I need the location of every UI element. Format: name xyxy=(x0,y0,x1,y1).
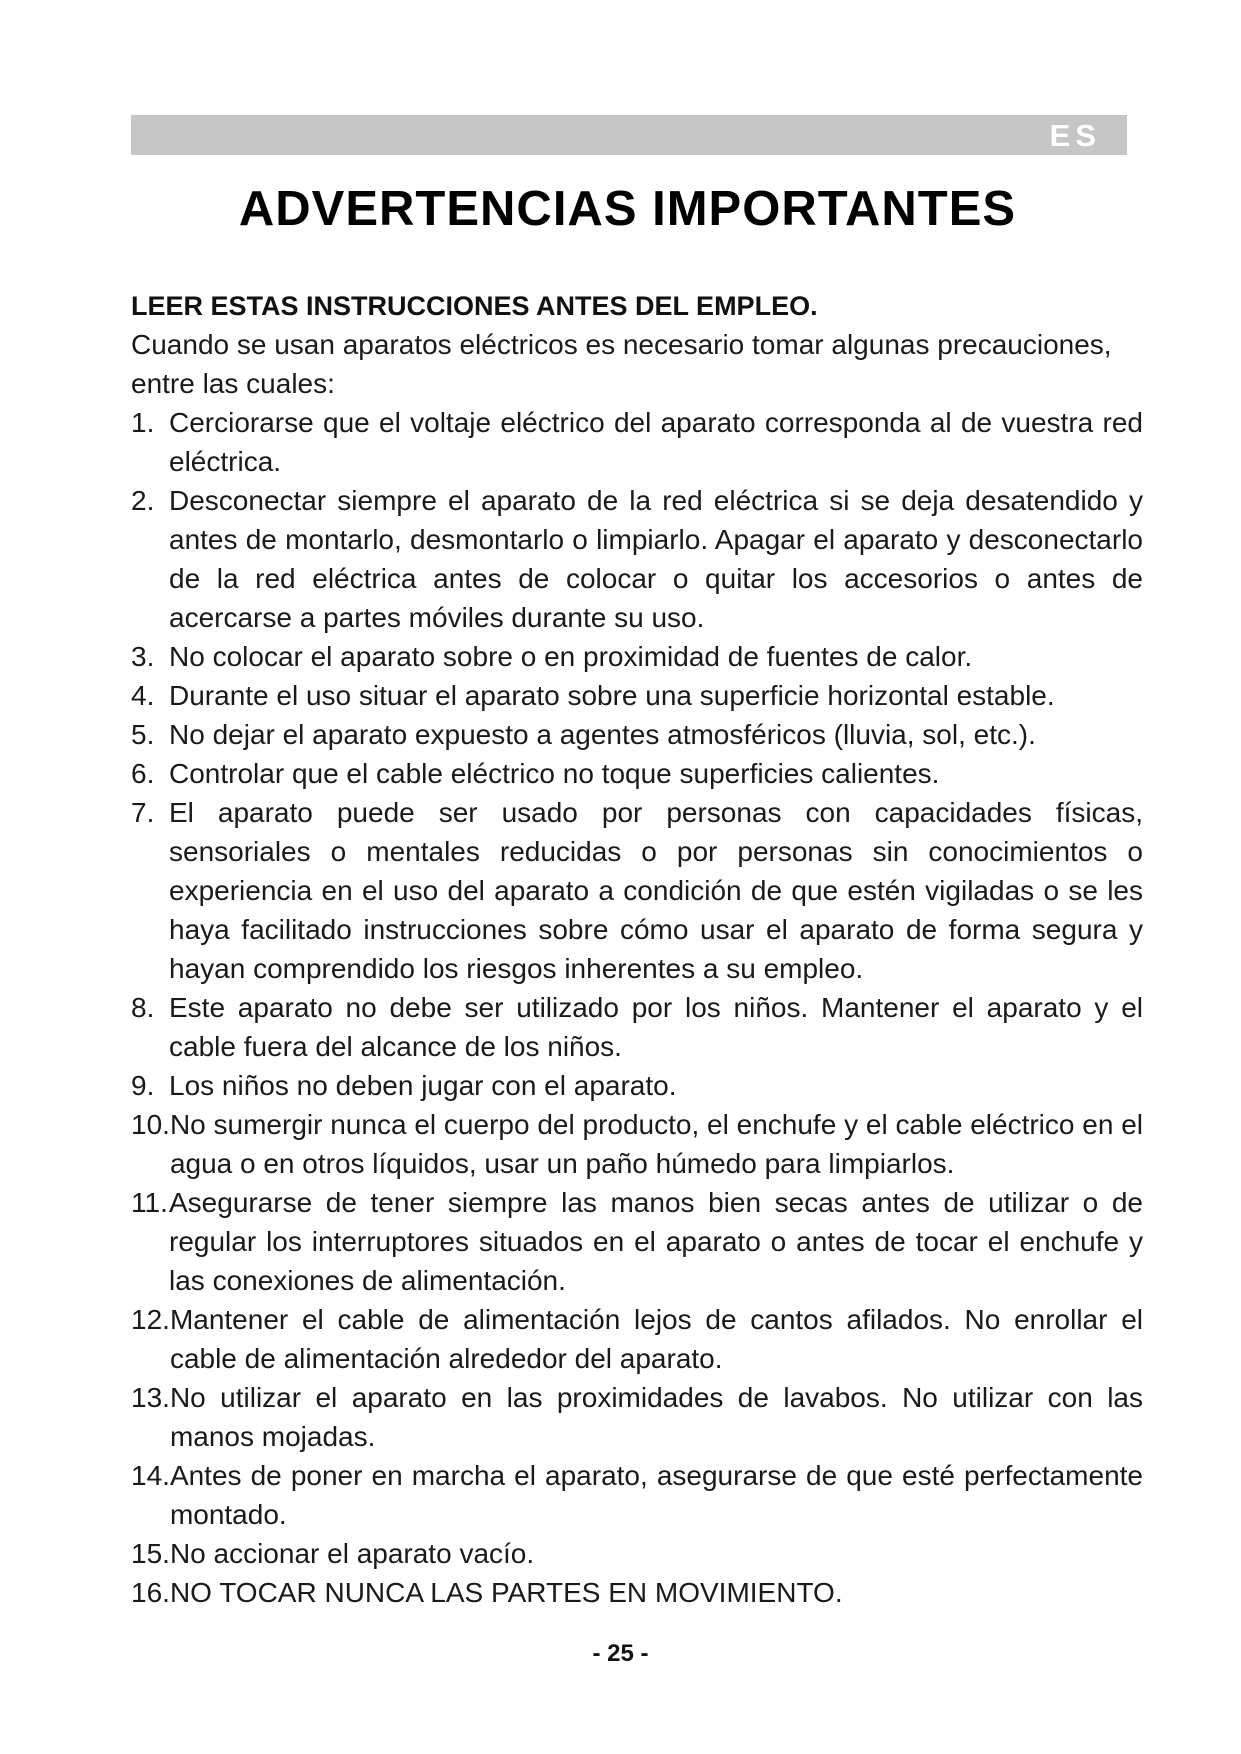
item-number: 4. xyxy=(131,680,155,711)
list-item xyxy=(131,403,1143,481)
item-number: 5. xyxy=(131,719,155,750)
item-text: Antes de poner en marcha el aparato, asegurarse de que esté perfectamente montado. xyxy=(169,1460,1143,1530)
item-text: Cerciorarse que el voltaje eléctrico del aparato corresponda al de vuestra red eléctrica. xyxy=(169,407,1143,477)
intro-paragraph: Cuando se usan aparatos eléctricos es necesario tomar algunas precauciones, entre las cuales: xyxy=(131,329,1112,399)
item-number: 16. xyxy=(131,1577,170,1608)
item-text: Controlar que el cable eléctrico no toque superficies calientes. xyxy=(169,758,940,789)
item-number: 6. xyxy=(131,758,155,789)
item-number: 14. xyxy=(131,1460,170,1491)
item-text: Asegurarse de tener siempre las manos bien secas antes de utilizar o de regular los interruptores situados en el aparato o antes de tocar el enchufe y las conexiones de alimentación. xyxy=(169,1187,1143,1296)
item-number: 2. xyxy=(131,485,155,516)
item-number: 10. xyxy=(131,1109,170,1140)
item-text: No dejar el aparato expuesto a agentes atmosféricos (lluvia, sol, etc.). xyxy=(169,719,1036,750)
item-text: No sumergir nunca el cuerpo del producto, el enchufe y el cable eléctrico en el agua o en otros líquidos, usar un paño húmedo para limpiarlos. xyxy=(169,1109,1143,1179)
list-item xyxy=(131,1183,1143,1300)
list-item xyxy=(131,481,1143,637)
list-item xyxy=(131,637,1143,676)
item-number: 8. xyxy=(131,992,155,1023)
item-number: 3. xyxy=(131,641,155,672)
document-body xyxy=(131,287,1143,1612)
list-item xyxy=(131,1378,1143,1456)
list-item xyxy=(131,1534,1143,1573)
list-item xyxy=(131,676,1143,715)
item-text: Los niños no deben jugar con el aparato. xyxy=(169,1070,677,1101)
language-code: ES xyxy=(1049,118,1101,153)
item-number: 7. xyxy=(131,797,155,828)
item-number: 15. xyxy=(131,1538,170,1569)
item-text: No utilizar el aparato en las proximidades de lavabos. No utilizar con las manos mojadas. xyxy=(169,1382,1143,1452)
item-number: 9. xyxy=(131,1070,155,1101)
item-text: Mantener el cable de alimentación lejos de cantos afilados. No enrollar el cable de alimentación alrededor del aparato. xyxy=(169,1304,1143,1374)
page-title: ADVERTENCIAS IMPORTANTES xyxy=(238,182,1017,236)
list-item xyxy=(131,1573,1143,1612)
item-text: El aparato puede ser usado por personas con capacidades físicas, sensoriales o mentales reducidas o por personas sin conocimientos o experiencia en el uso del aparato a condición de que estén vigiladas o se les haya facilitado instrucciones sobre cómo usar el aparato de forma segura y hayan comprendido los riesgos inherentes a su empleo. xyxy=(169,797,1143,984)
item-text: Durante el uso situar el aparato sobre una superficie horizontal estable. xyxy=(169,680,1055,711)
list-item xyxy=(131,1105,1143,1183)
item-number: 13. xyxy=(131,1382,170,1413)
list-item xyxy=(131,1456,1143,1534)
item-text: No accionar el aparato vacío. xyxy=(169,1538,535,1569)
item-number: 11. xyxy=(131,1187,168,1218)
list-item xyxy=(131,1300,1143,1378)
item-text: Desconectar siempre el aparato de la red eléctrica si se deja desatendido y antes de montarlo, desmontarlo o limpiarlo. Apagar el aparato y desconectarlo de la red eléctrica antes de colocar o quitar los accesorios o antes de acercarse a partes móviles durante su uso. xyxy=(169,485,1143,633)
item-number: 1. xyxy=(131,407,155,438)
item-text: Este aparato no debe ser utilizado por los niños. Mantener el aparato y el cable fuera del alcance de los niños. xyxy=(169,992,1143,1062)
list-item xyxy=(131,988,1143,1066)
page-number: - 25 - xyxy=(592,1640,649,1667)
item-text: NO TOCAR NUNCA LAS PARTES EN MOVIMIENTO. xyxy=(169,1577,843,1608)
warnings-list xyxy=(131,403,1143,1612)
list-item xyxy=(131,793,1143,988)
list-item xyxy=(131,1066,1143,1105)
language-header-bar xyxy=(131,115,1127,155)
list-item xyxy=(131,754,1143,793)
list-item xyxy=(131,715,1143,754)
instructions-heading: LEER ESTAS INSTRUCCIONES ANTES DEL EMPLEO. xyxy=(131,291,818,321)
item-text: No colocar el aparato sobre o en proximidad de fuentes de calor. xyxy=(169,641,973,672)
item-number: 12. xyxy=(131,1304,170,1335)
